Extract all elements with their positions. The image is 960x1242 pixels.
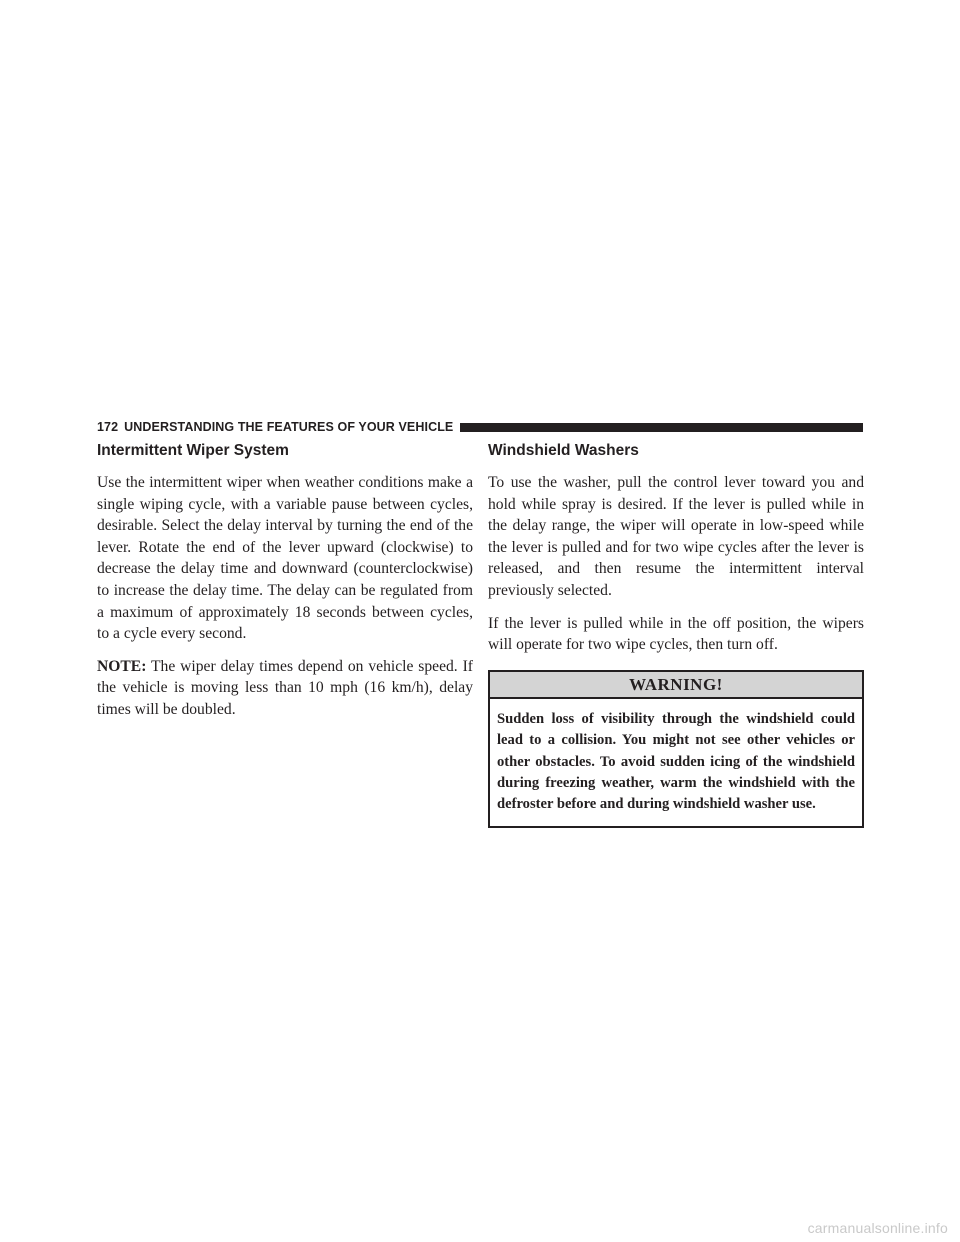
watermark: carmanualsonline.info — [807, 1220, 948, 1236]
section-title: UNDERSTANDING THE FEATURES OF YOUR VEHICLE — [124, 420, 454, 434]
warning-box — [488, 670, 864, 828]
washer-paragraph-2: If the lever is pulled while in the off position, the wipers will operate for two wipe cycles, then turn off. — [488, 614, 864, 654]
page-number: 172 — [97, 420, 119, 434]
note-text: The wiper delay times depend on vehicle speed. If the vehicle is moving less than 10 mph (16 km/h), delay times will be doubled. — [97, 657, 473, 718]
warning-text: Sudden loss of visibility through the windshield could lead to a collision. You might not see other vehicles or other obstacles. To avoid sudden icing of the windshield during freezing weather, warm the windshield with the defroster before and during windshield washer use. — [497, 710, 855, 813]
note-label: NOTE: — [97, 657, 147, 675]
left-column — [97, 442, 473, 732]
intermittent-wiper-heading: Intermittent Wiper System — [97, 442, 289, 459]
warning-title: WARNING! — [490, 672, 862, 699]
intermittent-wiper-paragraph: Use the intermittent wiper when weather conditions make a single wiping cycle, with a variable pause between cycles, desirable. Select the delay interval by turning the end of the lever. Rotate the end of the lever upward (clockwise) to decrease the delay time and downward (counterclockwise) to increase the delay time. The delay can be regulated from a maximum of approximately 18 seconds between cycles, to a cycle every second. — [97, 474, 473, 643]
washer-paragraph-1: To use the washer, pull the control lever toward you and hold while spray is desired. If the lever is pulled while in the delay range, the wiper will operate in low-speed while the lever is pulled and for two wipe cycles after the lever is released, and then resume the intermittent interval previously selected. — [488, 474, 864, 599]
header-rule — [460, 423, 863, 432]
right-column — [488, 442, 864, 828]
note-paragraph — [97, 656, 473, 721]
windshield-washers-heading: Windshield Washers — [488, 442, 639, 459]
page-header — [97, 419, 863, 435]
